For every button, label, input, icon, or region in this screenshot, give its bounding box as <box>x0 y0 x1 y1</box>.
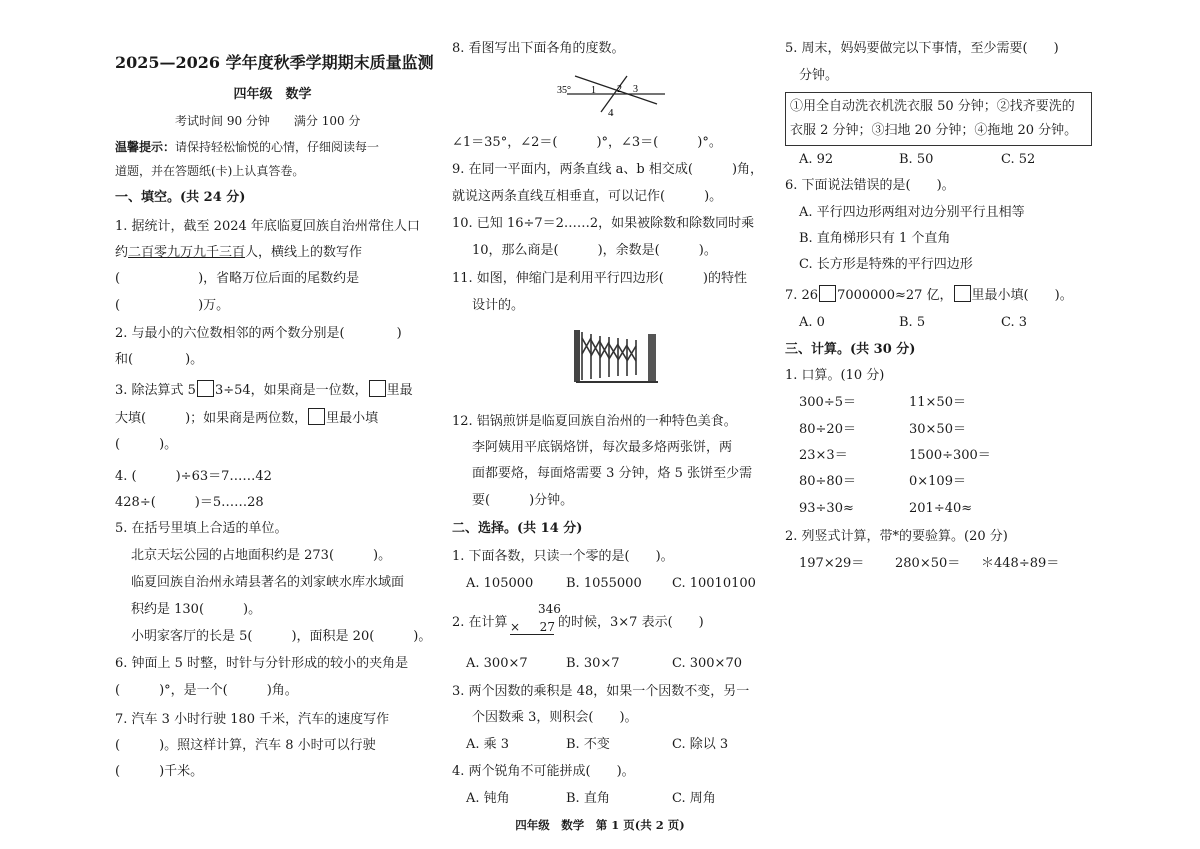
vertical-item: 197×29＝ <box>799 556 865 571</box>
answer-box[interactable] <box>197 380 214 397</box>
s1-q7-line3: ( )千米。 <box>115 764 204 779</box>
s2-q2-option-a[interactable]: A. 300×7 <box>466 656 528 671</box>
s1-q10-line1: 10. 已知 16÷7＝2……2，如果被除数和除数同时乘 <box>452 216 755 231</box>
section3-heading: 三、计算。(共 30 分) <box>785 342 916 357</box>
s1-q1-pre: 约 <box>115 245 129 260</box>
s2-q5-option-a[interactable]: A. 92 <box>799 152 834 167</box>
s1-q3-text-c: 里最 <box>386 383 413 398</box>
answer-box[interactable] <box>369 380 386 397</box>
s2-q4-option-a[interactable]: A. 钝角 <box>466 791 510 806</box>
answer-box[interactable] <box>308 408 325 425</box>
oral-item: 300÷5＝ <box>799 395 856 410</box>
s2-q4-option-c[interactable]: C. 周角 <box>672 791 716 806</box>
s2-q5-option-c[interactable]: C. 52 <box>1001 152 1036 167</box>
tip-line-1 <box>115 138 379 156</box>
s2-q6-option-c[interactable]: C. 长方形是特殊的平行四边形 <box>799 257 973 272</box>
s2-q3-option-a[interactable]: A. 乘 3 <box>466 737 510 752</box>
s1-q5-line1: 5. 在括号里填上合适的单位。 <box>115 521 288 536</box>
s1-q4-line2: 428÷( )＝5……28 <box>115 495 264 510</box>
angle-label-4: 4 <box>608 107 614 119</box>
exam-subtitle: 四年级 数学 <box>233 87 312 102</box>
s1-q1-post: 人，横线上的数写作 <box>245 245 363 260</box>
s2-q7-option-b[interactable]: B. 5 <box>899 315 926 330</box>
s1-q12-line4: 要( )分钟。 <box>472 493 574 508</box>
s1-q9-line1: 9. 在同一平面内，两条直线 a、b 相交成( )角， <box>452 162 764 177</box>
s1-q11-line1: 11. 如图，伸缩门是利用平行四边形( )的特性 <box>452 271 747 286</box>
vertical-item: ＊448÷89＝ <box>981 556 1060 571</box>
s2-q7-stem <box>785 285 1073 305</box>
s1-q5-line3: 临夏回族自治州永靖县著名的刘家峡水库水域面 <box>131 575 405 590</box>
s2-q2-stem-b: 的时候，3×7 表示( ) <box>558 615 704 630</box>
s2-q3-option-c[interactable]: C. 除以 3 <box>672 737 729 752</box>
oral-item: 80÷20＝ <box>799 422 856 437</box>
oral-item: 1500÷300＝ <box>909 448 991 463</box>
tip-label: 温馨提示： <box>115 140 176 154</box>
s1-q3-text-d: 大填( )；如果商是两位数， <box>115 411 308 426</box>
s2-q1-option-a[interactable]: A. 105000 <box>466 576 534 591</box>
s2-q6-stem: 6. 下面说法错误的是( )。 <box>785 178 955 193</box>
s2-q5-option-b[interactable]: B. 50 <box>899 152 934 167</box>
s2-q2-stem-a: 2. 在计算 <box>452 615 508 630</box>
s1-q11-line2: 设计的。 <box>472 298 525 313</box>
vertical-calc-heading: 2. 列竖式计算，带*的要验算。(20 分) <box>785 529 1008 544</box>
angle-label-3: 3 <box>633 84 638 95</box>
vertical-item: 280×50＝ <box>895 556 961 571</box>
section2-heading: 二、选择。(共 14 分) <box>452 521 583 536</box>
s1-q2-line1: 2. 与最小的六位数相邻的两个数分别是( ) <box>115 326 402 341</box>
oral-item: 0×109＝ <box>909 474 966 489</box>
angle-label-1: 1 <box>591 85 596 96</box>
s2-q1-option-b[interactable]: B. 1055000 <box>566 576 642 591</box>
s2-q7-text-b: 7000000≈27 亿， <box>837 288 953 303</box>
s1-q3-text-e: 里最小填 <box>326 411 379 426</box>
answer-box[interactable] <box>954 285 971 302</box>
oral-item: 30×50＝ <box>909 422 966 437</box>
answer-box[interactable] <box>819 285 836 302</box>
s2-q2-option-c[interactable]: C. 300×70 <box>672 656 742 671</box>
s1-q10-line2: 10，那么商是( )，余数是( )。 <box>472 243 717 258</box>
oral-item: 80÷80＝ <box>799 474 856 489</box>
s2-q6-option-a[interactable]: A. 平行四边形两组对边分别平行且相等 <box>799 205 1025 220</box>
s1-q3-text-a: 3. 除法算式 5 <box>115 383 196 398</box>
s2-q7-text-a: 7. 26 <box>785 288 819 303</box>
s1-q3-line1 <box>115 380 413 400</box>
s2-q7-option-a[interactable]: A. 0 <box>799 315 825 330</box>
s2-q2-calc-top: 346 <box>538 602 561 616</box>
tip-text-1: 请保持轻松愉悦的心情，仔细阅读每一 <box>175 140 380 154</box>
s1-q5-line2: 北京天坛公园的占地面积约是 273( )。 <box>131 548 392 563</box>
s2-q3-line2: 个因数乘 3，则积会( )。 <box>472 710 638 725</box>
angle-label-2: 2 <box>617 84 622 95</box>
s1-q3-text-b: 3÷54，如果商是一位数， <box>214 383 368 398</box>
transversal-line-1 <box>575 76 657 104</box>
s1-q4-line1: 4. ( )÷63＝7……42 <box>115 469 272 484</box>
oral-item: 201÷40≈ <box>909 501 973 516</box>
s2-q6-option-b[interactable]: B. 直角梯形只有 1 个直角 <box>799 231 951 246</box>
s2-q3-line1: 3. 两个因数的乘积是 48，如果一个因数不变，另一 <box>452 684 750 699</box>
s1-q7-line1: 7. 汽车 3 小时行驶 180 千米，汽车的速度写作 <box>115 712 390 727</box>
s1-q8-answer: ∠1＝35°，∠2＝( )°，∠3＝( )°。 <box>452 135 722 150</box>
s1-q5-line5: 小明家客厅的长是 5( )，面积是 20( )。 <box>131 629 432 644</box>
s2-q4-option-b[interactable]: B. 直角 <box>566 791 610 806</box>
s1-q1-line1: 1. 据统计，截至 2024 年底临夏回族自治州常住人口 <box>115 219 420 234</box>
oral-item: 23×3＝ <box>799 448 848 463</box>
s2-q5-line1: 5. 周末，妈妈要做完以下事情，至少需要( ) <box>785 41 1059 56</box>
s2-q2-calc-bottom: × 27 <box>510 620 555 634</box>
angle-label-35: 35° <box>557 85 571 96</box>
s1-q6-line2: ( )°，是一个( )角。 <box>115 683 298 698</box>
s1-q9-line2: 就说这两条直线互相垂直，可以记作( )。 <box>452 189 723 204</box>
section1-heading: 一、填空。(共 24 分) <box>115 190 246 205</box>
exam-info: 考试时间 90 分钟 满分 100 分 <box>175 114 361 128</box>
s1-q1-underlined-number: 二百零九万九千三百 <box>128 245 246 260</box>
s2-q3-option-b[interactable]: B. 不变 <box>566 737 610 752</box>
s1-q12-line3: 面都要烙，每面烙需要 3 分钟，烙 5 张饼至少需 <box>472 466 753 481</box>
oral-item: 93÷30≈ <box>799 501 854 516</box>
retractable-gate-image <box>574 324 660 386</box>
s2-q4-stem: 4. 两个锐角不可能拼成( )。 <box>452 764 635 779</box>
s1-q6-line1: 6. 钟面上 5 时整，时针与分针形成的较小的夹角是 <box>115 656 409 671</box>
s1-q12-line1: 12. 铝锅煎饼是临夏回族自治州的一种特色美食。 <box>452 414 737 429</box>
s1-q3-line3: ( )。 <box>115 437 178 452</box>
s1-q1-line2 <box>115 244 362 262</box>
s1-q2-line2: 和( )。 <box>115 352 204 367</box>
s2-q5-line2: 分钟。 <box>799 68 839 83</box>
exam-title: 2025—2026 学年度秋季学期期末质量监测 <box>115 53 434 72</box>
s1-q1-line3: ( )，省略万位后面的尾数约是 <box>115 271 360 286</box>
s1-q12-line2: 李阿姨用平底锅烙饼，每次最多烙两张饼，两 <box>472 440 733 455</box>
s1-q5-line4: 积约是 130( )。 <box>131 602 262 617</box>
s1-q7-line2: ( )。照这样计算，汽车 8 小时可以行驶 <box>115 738 376 753</box>
s2-q2-option-b[interactable]: B. 30×7 <box>566 656 620 671</box>
oral-calc-heading: 1. 口算。(10 分) <box>785 368 885 383</box>
oral-item: 11×50＝ <box>909 395 966 410</box>
angle-figure <box>557 72 677 122</box>
s1-q8-line1: 8. 看图写出下面各角的度数。 <box>452 41 625 56</box>
s2-q7-option-c[interactable]: C. 3 <box>1001 315 1028 330</box>
tip-line-2: 道题，并在答题纸(卡)上认真答卷。 <box>115 164 305 178</box>
s1-q3-line2 <box>115 408 378 428</box>
page-footer: 四年级 数学 第 1 页(共 2 页) <box>515 818 685 832</box>
s1-q1-line4: ( )万。 <box>115 298 230 313</box>
s2-q7-text-c: 里最小填( )。 <box>971 288 1073 303</box>
s2-q1-option-c[interactable]: C. 10010100 <box>672 576 756 591</box>
s2-q5-task-box: ①用全自动洗衣机洗衣服 50 分钟；②找齐要洗的衣服 2 分钟；③扫地 20 分钟；④拖地 20 分钟。 <box>785 92 1092 146</box>
s2-q1-stem: 1. 下面各数，只读一个零的是( )。 <box>452 549 674 564</box>
